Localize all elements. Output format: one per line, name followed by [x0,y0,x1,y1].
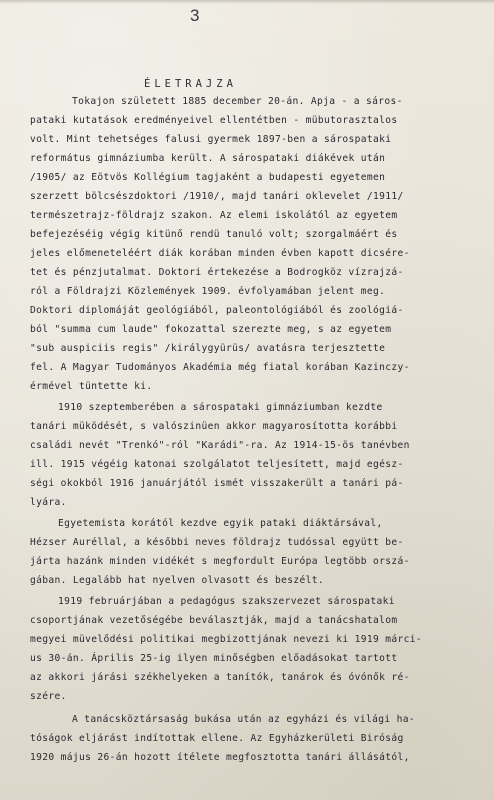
text-line: Tokajon született 1885 december 20-án. Apja - a sáros- [72,96,403,107]
text-line: csoportjának vezetőségébe beválasztják, majd a tanácshatalom [30,615,398,626]
text-line: pataki kutatások eredményeivel ellentétben - mübutorasztalos [30,115,398,126]
text-line: Doktori diplomáját geológiából, paleontológiából és zoológiá- [30,305,404,316]
text-line: ról a Földrajzi Közlemények 1909. évfolyamában jelent meg. [30,286,386,297]
text-line: ból "summa cum laude" fokozattal szerezte meg, s az egyetem [30,324,392,335]
text-line: "sub auspiciis regis" /királygyürüs/ avatásra terjesztette [30,343,386,354]
document-title: ÉLETRAJZA [144,78,237,90]
text-line: szerzett bölcsészdoktori /1910/, majd tanári oklevelet /1911/ [30,191,404,202]
text-line: természetrajz-földrajz szakon. Az elemi iskolától az egyetem [30,210,398,221]
text-line: gában. Legalább hat nyelven olvasott és beszélt. [30,575,325,586]
text-line: jeles előmeneteléért diák korában minden évben kapott dicsére- [30,248,410,259]
text-line: ségi okokból 1916 januárjától ismét visszakerült a tanári pá- [30,478,404,489]
text-line: református gimnáziumba került. A sárospataki diákévek után [30,153,386,164]
text-line: /1905/ az Eötvös Kollégium tagjaként a budapesti egyetemen [30,172,386,183]
text-line: volt. Mint tehetséges falusi gyermek 1897-ben a sárospataki [30,134,392,145]
text-line: lyára. [30,497,67,508]
text-line: 1910 szeptemberében a sárospataki gimnáziumban kezdte [58,402,383,413]
text-line: fel. A Magyar Tudományos Akadémia még fiatal korában Kazinczy- [30,362,410,373]
text-line: az akkori járási székhelyeken a tanítók, tanárok és óvónők ré- [30,672,410,683]
text-line: us 30-án. Április 25-ig ilyen minőségben előadásokat tartott [30,653,398,664]
text-line: érmével tüntette ki. [30,381,153,392]
text-line: Hézser Auréllal, a későbbi neves földrajz tudóssal együtt be- [30,537,404,548]
text-line: A tanácsköztársaság bukása után az egyházi és világi ha- [72,714,416,725]
text-line: tanári müködését, s valószinüen akkor magyarosította korábbi [30,421,398,432]
page-number: 3 [190,6,200,25]
text-line: családi nevét "Trenkó"-ról "Karádi"-ra. Az 1914-15-ös tanévben [30,440,410,451]
text-line: 1919 februárjában a pedagógus szakszervezet sárospataki [58,596,395,607]
text-line: 1920 május 26-án hozott ítélete megfosztotta tanári állásától, [30,752,410,763]
text-line: megyei müvelődési politikai megbizottjának nevezi ki 1919 márci- [30,634,423,645]
text-line: befejezéséig végig kitünő rendü tanuló volt; szorgalmáért és [30,229,398,240]
text-line: tet és pénzjutalmat. Doktori értekezése a Bodrogköz vízrajzá- [30,267,404,278]
text-line: járta hazánk minden vidékét s megfordult Európa legtöbb orszá- [30,556,410,567]
text-line: Egyetemista korától kezdve egyik pataki diáktársával, [58,518,383,529]
text-line: szére. [30,691,67,702]
text-line: tóságok eljárást indítottak ellene. Az Egyházkerületi Biróság [30,733,404,744]
text-line: ill. 1915 végéig katonai szolgálatot teljesített, majd egész- [30,459,404,470]
